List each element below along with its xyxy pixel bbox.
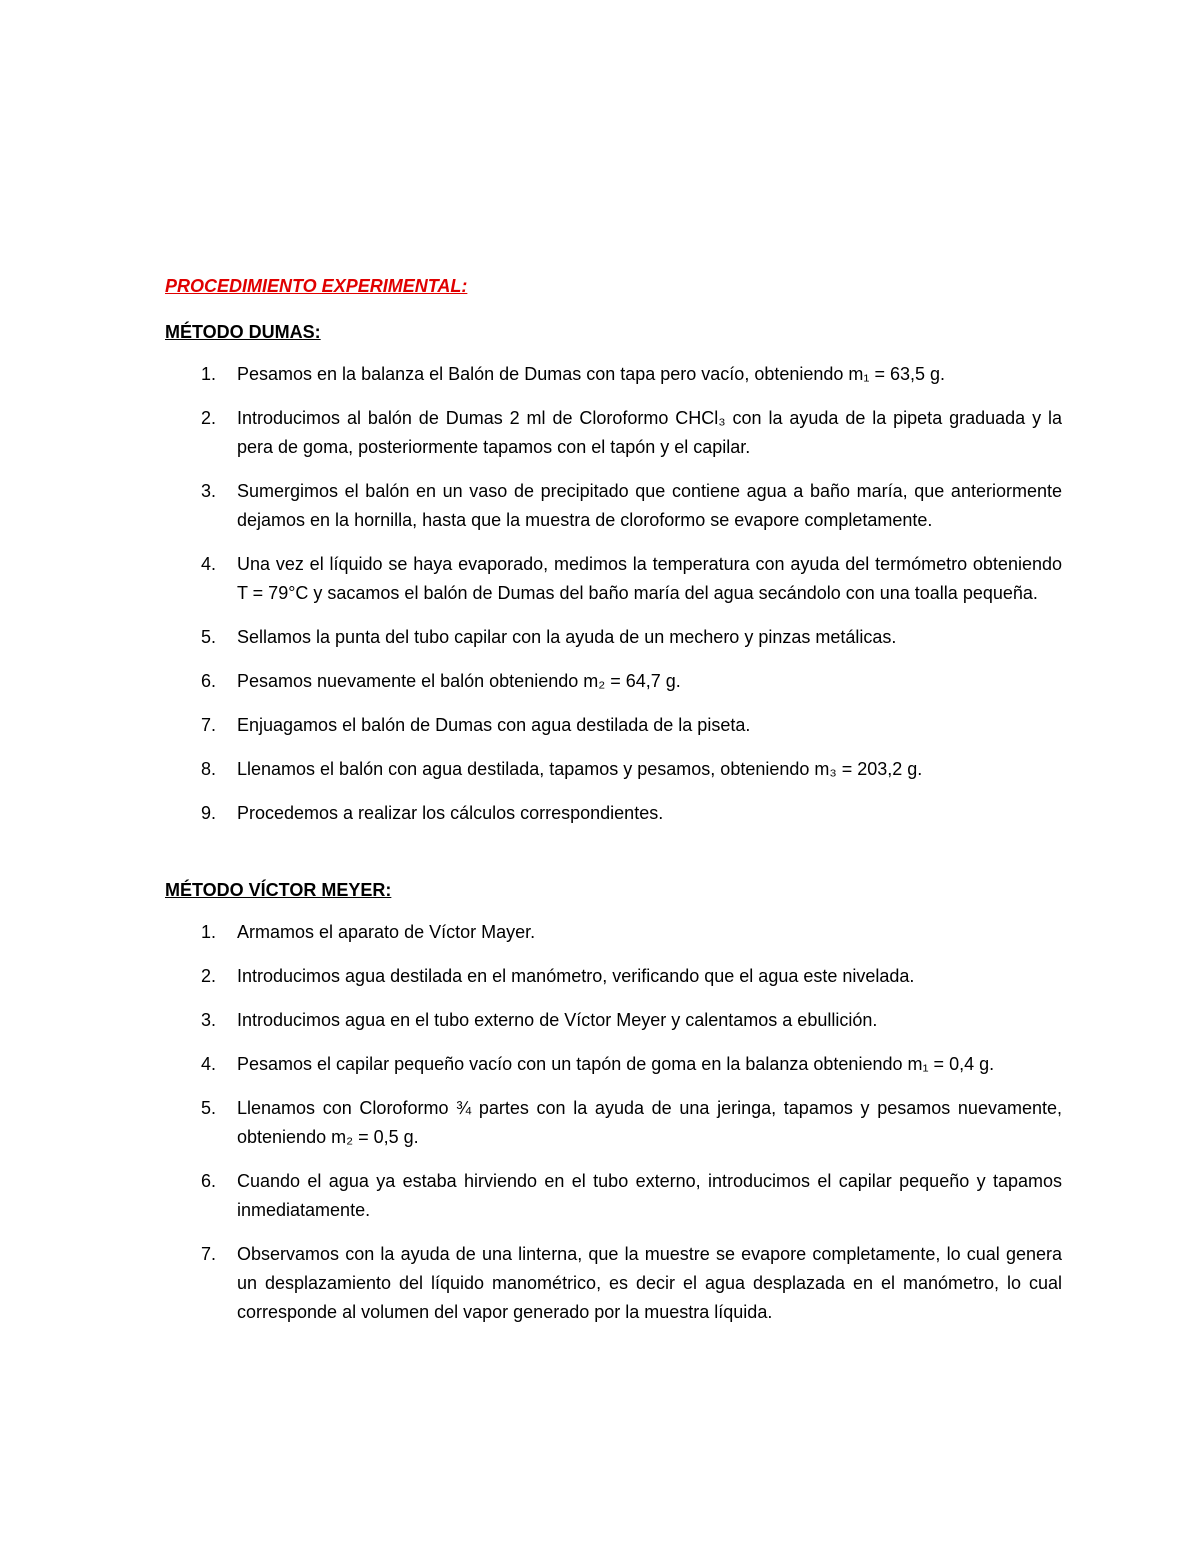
step-text: Introducimos al balón de Dumas 2 ml de Cloroformo CHCl₃ con la ayuda de la pipeta graduada y la pera de goma, posteriormente tapamos con el tapón y el capilar. (237, 408, 1062, 457)
list-item (165, 799, 1062, 828)
step-number: 1. (201, 364, 217, 384)
step-text: Una vez el líquido se haya evaporado, medimos la temperatura con ayuda del termómetro obteniendo T = 79°C y sacamos el balón de Dumas del baño maría del agua secándolo con una toalla pequeña. (237, 554, 1062, 603)
step-text: Sellamos la punta del tubo capilar con la ayuda de un mechero y pinzas metálicas. (237, 627, 897, 647)
list-item (165, 755, 1062, 784)
list-item (165, 1094, 1062, 1152)
step-number: 7. (201, 1244, 217, 1264)
victor-meyer-steps-list (165, 918, 1062, 1327)
list-item (165, 1006, 1062, 1035)
step-text: Introducimos agua en el tubo externo de Víctor Meyer y calentamos a ebullición. (237, 1010, 878, 1030)
step-number: 4. (201, 554, 217, 574)
list-item (165, 360, 1062, 389)
step-text: Pesamos el capilar pequeño vacío con un tapón de goma en la balanza obteniendo m₁ = 0,4 g. (237, 1054, 995, 1074)
step-number: 2. (201, 966, 217, 986)
step-text: Enjuagamos el balón de Dumas con agua destilada de la piseta. (237, 715, 751, 735)
step-text: Llenamos el balón con agua destilada, tapamos y pesamos, obteniendo m₃ = 203,2 g. (237, 759, 923, 779)
step-text: Pesamos en la balanza el Balón de Dumas con tapa pero vacío, obteniendo m₁ = 63,5 g. (237, 364, 946, 384)
step-text: Sumergimos el balón en un vaso de precipitado que contiene agua a baño maría, que anteriormente dejamos en la hornilla, hasta que la muestra de cloroformo se evapore completamente. (237, 481, 1062, 530)
document-page (165, 274, 1062, 1342)
section-heading-dumas: MÉTODO DUMAS: (165, 322, 321, 342)
list-item (165, 1240, 1062, 1327)
list-item (165, 1167, 1062, 1225)
step-number: 1. (201, 922, 217, 942)
document-title: PROCEDIMIENTO EXPERIMENTAL: (165, 276, 468, 296)
step-text: Introducimos agua destilada en el manómetro, verificando que el agua este nivelada. (237, 966, 915, 986)
list-item (165, 1050, 1062, 1079)
step-number: 7. (201, 715, 217, 735)
step-number: 6. (201, 1171, 217, 1191)
step-number: 6. (201, 671, 217, 691)
step-text: Pesamos nuevamente el balón obteniendo m₂ = 64,7 g. (237, 671, 681, 691)
step-text: Observamos con la ayuda de una linterna, que la muestre se evapore completamente, lo cual genera un desplazamiento del líquido manométrico, es decir el agua desplazada en el manómetro, lo cual corresponde al volumen del vapor generado por la muestra líquida. (237, 1244, 1062, 1322)
list-item (165, 404, 1062, 462)
step-text: Cuando el agua ya estaba hirviendo en el tubo externo, introducimos el capilar pequeño y tapamos inmediatamente. (237, 1171, 1062, 1220)
list-item (165, 962, 1062, 991)
step-number: 5. (201, 627, 217, 647)
step-number: 9. (201, 803, 217, 823)
step-number: 8. (201, 759, 217, 779)
list-item (165, 623, 1062, 652)
step-number: 3. (201, 481, 217, 501)
list-item (165, 477, 1062, 535)
list-item (165, 711, 1062, 740)
step-text: Llenamos con Cloroformo ¾ partes con la ayuda de una jeringa, tapamos y pesamos nuevamente, obteniendo m₂ = 0,5 g. (237, 1098, 1062, 1147)
list-item (165, 918, 1062, 947)
list-item (165, 550, 1062, 608)
step-number: 5. (201, 1098, 217, 1118)
step-text: Procedemos a realizar los cálculos correspondientes. (237, 803, 664, 823)
section-heading-victor-meyer: MÉTODO VÍCTOR MEYER: (165, 880, 392, 900)
step-number: 3. (201, 1010, 217, 1030)
dumas-steps-list (165, 360, 1062, 828)
step-text: Armamos el aparato de Víctor Mayer. (237, 922, 536, 942)
list-item (165, 667, 1062, 696)
step-number: 2. (201, 408, 217, 428)
step-number: 4. (201, 1054, 217, 1074)
